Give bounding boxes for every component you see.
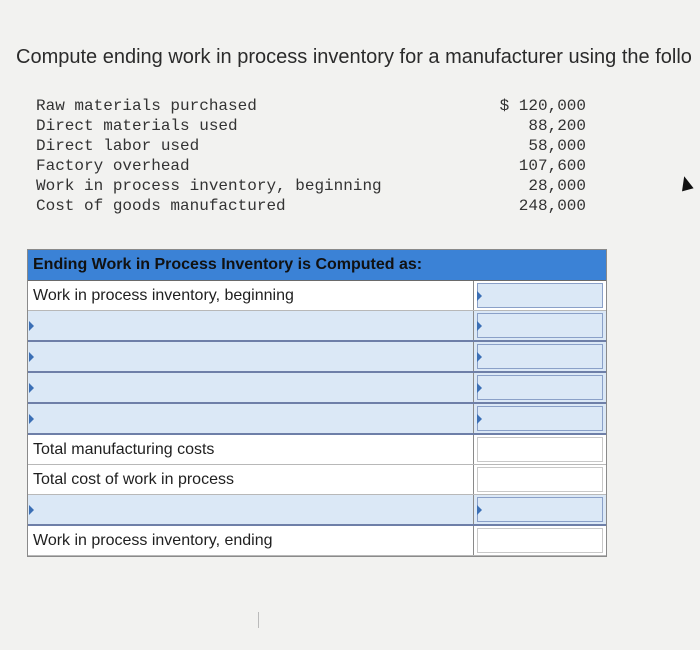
label-input[interactable] — [28, 495, 474, 524]
worksheet-table — [27, 249, 607, 557]
input-flag-icon — [477, 291, 482, 301]
label-input[interactable] — [28, 404, 474, 433]
data-value: 28,000 — [528, 177, 586, 195]
input-flag-icon — [477, 352, 482, 362]
data-row — [36, 137, 586, 157]
amount-input[interactable] — [477, 313, 603, 338]
data-row — [36, 157, 586, 177]
table-row — [28, 404, 606, 435]
label-field[interactable] — [33, 372, 473, 403]
input-flag-icon — [29, 321, 34, 331]
divider — [258, 612, 259, 628]
table-row — [28, 435, 606, 465]
data-value: 248,000 — [518, 197, 586, 215]
total-cost-wip-value — [477, 467, 603, 492]
data-value: 58,000 — [528, 137, 586, 155]
input-flag-icon — [29, 352, 34, 362]
amount-input[interactable] — [477, 406, 603, 431]
amount-field[interactable] — [478, 376, 606, 401]
label-field[interactable] — [33, 403, 473, 434]
input-flag-icon — [477, 414, 482, 424]
data-label: Direct labor used — [36, 137, 200, 155]
mouse-cursor-icon — [678, 175, 693, 192]
data-label: Direct materials used — [36, 117, 238, 135]
table-row — [28, 495, 606, 526]
label-input[interactable] — [28, 342, 474, 371]
data-row — [36, 177, 586, 197]
data-label: Factory overhead — [36, 157, 190, 175]
label-field[interactable] — [33, 310, 473, 341]
amount-field[interactable] — [478, 284, 606, 309]
amount-field[interactable] — [478, 345, 606, 370]
row-label: Work in process inventory, ending — [28, 526, 474, 555]
amount-input-beginning[interactable] — [477, 283, 603, 308]
data-row — [36, 97, 586, 117]
total-manufacturing-costs-value — [477, 437, 603, 462]
table-row — [28, 465, 606, 495]
data-value: 88,200 — [528, 117, 586, 135]
input-flag-icon — [477, 321, 482, 331]
cropped-heading — [0, 0, 700, 8]
ending-wip-value — [477, 528, 603, 553]
amount-field[interactable] — [478, 314, 606, 339]
input-flag-icon — [29, 383, 34, 393]
data-label: Work in process inventory, beginning — [36, 177, 382, 195]
worksheet-header — [28, 250, 606, 281]
input-flag-icon — [477, 383, 482, 393]
table-row — [28, 311, 606, 342]
data-value: 107,600 — [518, 157, 586, 175]
table-row — [28, 281, 606, 311]
data-label: Raw materials purchased — [36, 97, 257, 115]
row-label: Total manufacturing costs — [28, 435, 474, 464]
input-flag-icon — [29, 505, 34, 515]
data-row — [36, 117, 586, 137]
row-label: Work in process inventory, beginning — [28, 281, 474, 310]
amount-input[interactable] — [477, 497, 603, 522]
label-field[interactable] — [33, 494, 473, 525]
table-row — [28, 342, 606, 373]
amount-input[interactable] — [477, 344, 603, 369]
data-row — [36, 197, 586, 217]
input-flag-icon — [477, 505, 482, 515]
label-input[interactable] — [28, 373, 474, 402]
question-text: Compute ending work in process inventory for a manufacturer using the follo — [16, 46, 692, 68]
amount-field[interactable] — [478, 407, 606, 432]
amount-field[interactable] — [478, 498, 606, 523]
row-label: Total cost of work in process — [28, 465, 474, 494]
label-field[interactable] — [33, 341, 473, 372]
input-flag-icon — [29, 414, 34, 424]
amount-input[interactable] — [477, 375, 603, 400]
data-label: Cost of goods manufactured — [36, 197, 286, 215]
data-value: $ 120,000 — [499, 97, 586, 115]
given-data-table — [36, 97, 586, 217]
table-row — [28, 526, 606, 556]
table-row — [28, 373, 606, 404]
worksheet-title: Ending Work in Process Inventory is Computed as: — [33, 256, 423, 273]
label-input[interactable] — [28, 311, 474, 340]
